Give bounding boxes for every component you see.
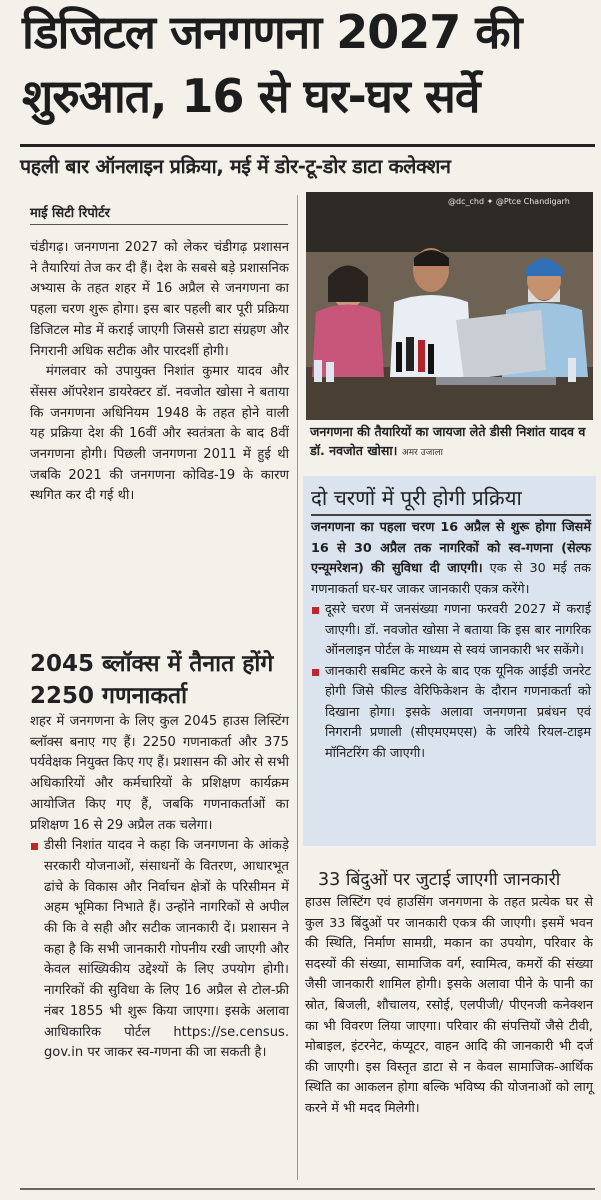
headline-line-2: शुरुआत, 16 से घर-घर सर्वे bbox=[22, 69, 480, 123]
box-lead-rest: एक से 30 मई तक गणनाकर्ता घर-घर जाकर जानकारी एकत्र करेंगे। bbox=[311, 561, 591, 597]
left-column bbox=[30, 238, 289, 507]
column-divider bbox=[297, 195, 298, 1180]
box-bullet-2: जानकारी सबमिट करने के बाद एक यूनिक आईडी जनरेट होगी जिसे फील्ड वेरिफिकेशन के दौरान गणनाकर्ता को दिखाना होगा। इसके अलावा जनगणना प्रबंधन एवं निगरानी प्रणाली (सीएमएमएस) के जरिये रियल-टाइम मॉनिटरिंग की जाएगी। bbox=[311, 662, 591, 765]
headline bbox=[22, 0, 597, 128]
paragraph-1: चंडीगढ़। जनगणना 2027 को लेकर चंडीगढ़ प्रशासन ने तैयारियां तेज कर दी हैं। देश के सबसे बड़े प्रशासनिक अभ्यास के तहत शहर में 16 अप्रैल से जनगणना का पहला चरण शुरू होगा। इस बार पहली बार पूरी प्रक्रिया डिजिटल मोड में कराई जाएगी जिससे डाटा संग्रहण और निगरानी अधिक सटीक और पारदर्शी होगी। bbox=[30, 240, 289, 359]
section-heading-33-points: 33 बिंदुओं पर जुटाई जाएगी जानकारी bbox=[318, 870, 561, 890]
subheadline: पहली बार ऑनलाइन प्रक्रिया, मई में डोर-टू-डोर डाटा कलेक्शन bbox=[20, 155, 451, 178]
paragraph-33-points: हाउस लिस्टिंग एवं हाउसिंग जनगणना के तहत प्रत्येक घर से कुल 33 बिंदुओं पर जानकारी एकत्र की जाएगी। इसमें भवन की स्थिति, निर्माण सामग्री, मकान का उपयोग, परिवार के सदस्यों की संख्या, सामाजिक वर्ग, स्वामित्व, कमरों की संख्या जैसी जानकारी शामिल होगी। इसके अलावा पीने के पानी का स्रोत, बिजली, शौचालय, रसोई, एलपीजी/ पीएनजी कनेक्शन का भी विवरण लिया जाएगा। परिवार की संपत्तियों जैसे टीवी, मोबाइल, इंटरनेट, कंप्यूटर, वाहन आदि की जानकारी भी दर्ज की जाएगी। इस विस्तृत डाटा से न केवल सामाजिक-आर्थिक स्थिति का आकलन होगा बल्कि भविष्य की योजनाओं को लागू करने में भी मदद मिलेगी। bbox=[305, 895, 593, 1116]
divider bbox=[30, 224, 288, 225]
box-lead-bold: जनगणना का पहला चरण 16 अप्रैल से शुरू होगा जिसमें 16 से 30 अप्रैल तक नागरिकों को स्व-गणना (सेल्फ एन्यूमरेशन) की सुविधा दी जाएगी। bbox=[311, 520, 591, 576]
divider bbox=[20, 1188, 595, 1190]
divider bbox=[20, 144, 595, 147]
photo-handle-text: @dc_chd ✦ @Ptce Chandigarh bbox=[448, 197, 570, 206]
box-body bbox=[311, 518, 591, 764]
photo-caption bbox=[310, 422, 595, 463]
headline-line-1: डिजिटल जनगणना 2027 की bbox=[22, 5, 522, 59]
news-photo bbox=[306, 192, 593, 420]
box-bullet-1: दूसरे चरण में जनसंख्या गणना फरवरी 2027 में कराई जाएगी। डॉ. नवजोत खोसा ने बताया कि इस बार नागरिक ऑनलाइन पोर्टल के माध्यम से स्वयं जानकारी भर सकेंगे। bbox=[311, 600, 591, 662]
box-lead bbox=[311, 518, 591, 600]
bottom-strip bbox=[0, 1181, 601, 1200]
box-heading: दो चरणों में पूरी होगी प्रक्रिया bbox=[311, 486, 522, 510]
left-column-continued bbox=[30, 712, 289, 1064]
paragraph-3: शहर में जनगणना के लिए कुल 2045 हाउस लिस्टिंग ब्लॉक्स बनाए गए हैं। 2250 गणनाकर्ता और 375 पर्यवेक्षक नियुक्त किए गए हैं। प्रशासन की ओर से सभी अधिकारियों और कर्मचारियों के प्रशिक्षण कार्यक्रम आयोजित किए गए हैं, जबकि गणनाकर्ताओं का प्रशिक्षण 16 से 29 अप्रैल तक चलेगा। bbox=[30, 714, 289, 833]
divider bbox=[311, 514, 591, 516]
byline: माई सिटी रिपोर्टर bbox=[30, 206, 110, 221]
caption-text: जनगणना की तैयारियों का जायजा लेते डीसी निशांत यादव व डॉ. नवजोत खोसा। bbox=[310, 424, 586, 458]
photo-credit: अमर उजाला bbox=[401, 448, 444, 458]
photo-illustration bbox=[306, 192, 593, 420]
paragraph-2: मंगलवार को उपायुक्त निशांत कुमार यादव और सेंसस ऑपरेशन डायरेक्टर डॉ. नवजोत खोसा ने बताया कि जनगणना अधिनियम 1948 के तहत होने वाली यह प्रक्रिया देश की 16वीं और स्वतंत्रता के बाद 8वीं जनगणना होगी। पिछली जनगणना 2011 में हुई थी जबकि 2021 की जनगणना कोविड-19 के कारण स्थगित कर दी गई थी। bbox=[30, 364, 289, 504]
section-body-33-points bbox=[305, 893, 593, 1120]
section-heading-blocks: 2045 ब्लॉक्स में तैनात होंगे 2250 गणनाकर्ता bbox=[30, 651, 274, 709]
bullet-paragraph: डीसी निशांत यादव ने कहा कि जनगणना के आंकड़े सरकारी योजनाओं, संसाधनों के वितरण, आधारभूत ढांचे के विकास और निर्वाचन क्षेत्रों के परिसीमन में अहम भूमिका निभाते हैं। उन्होंने नागरिकों से अपील की कि वे सही और सटीक जानकारी दें। प्रशासन ने कहा है कि सभी जानकारी गोपनीय रखी जाएगी और केवल सांख्यिकीय उद्देश्यों के लिए उपयोग होगी। नागरिकों की सुविधा के लिए 16 अप्रैल से टोल-फ्री नंबर 1855 भी शुरू किया जाएगा। इसके अलावा आधिकारिक पोर्टल https://se.census. gov.in पर जाकर स्व-गणना की जा सकती है। bbox=[30, 836, 289, 1064]
